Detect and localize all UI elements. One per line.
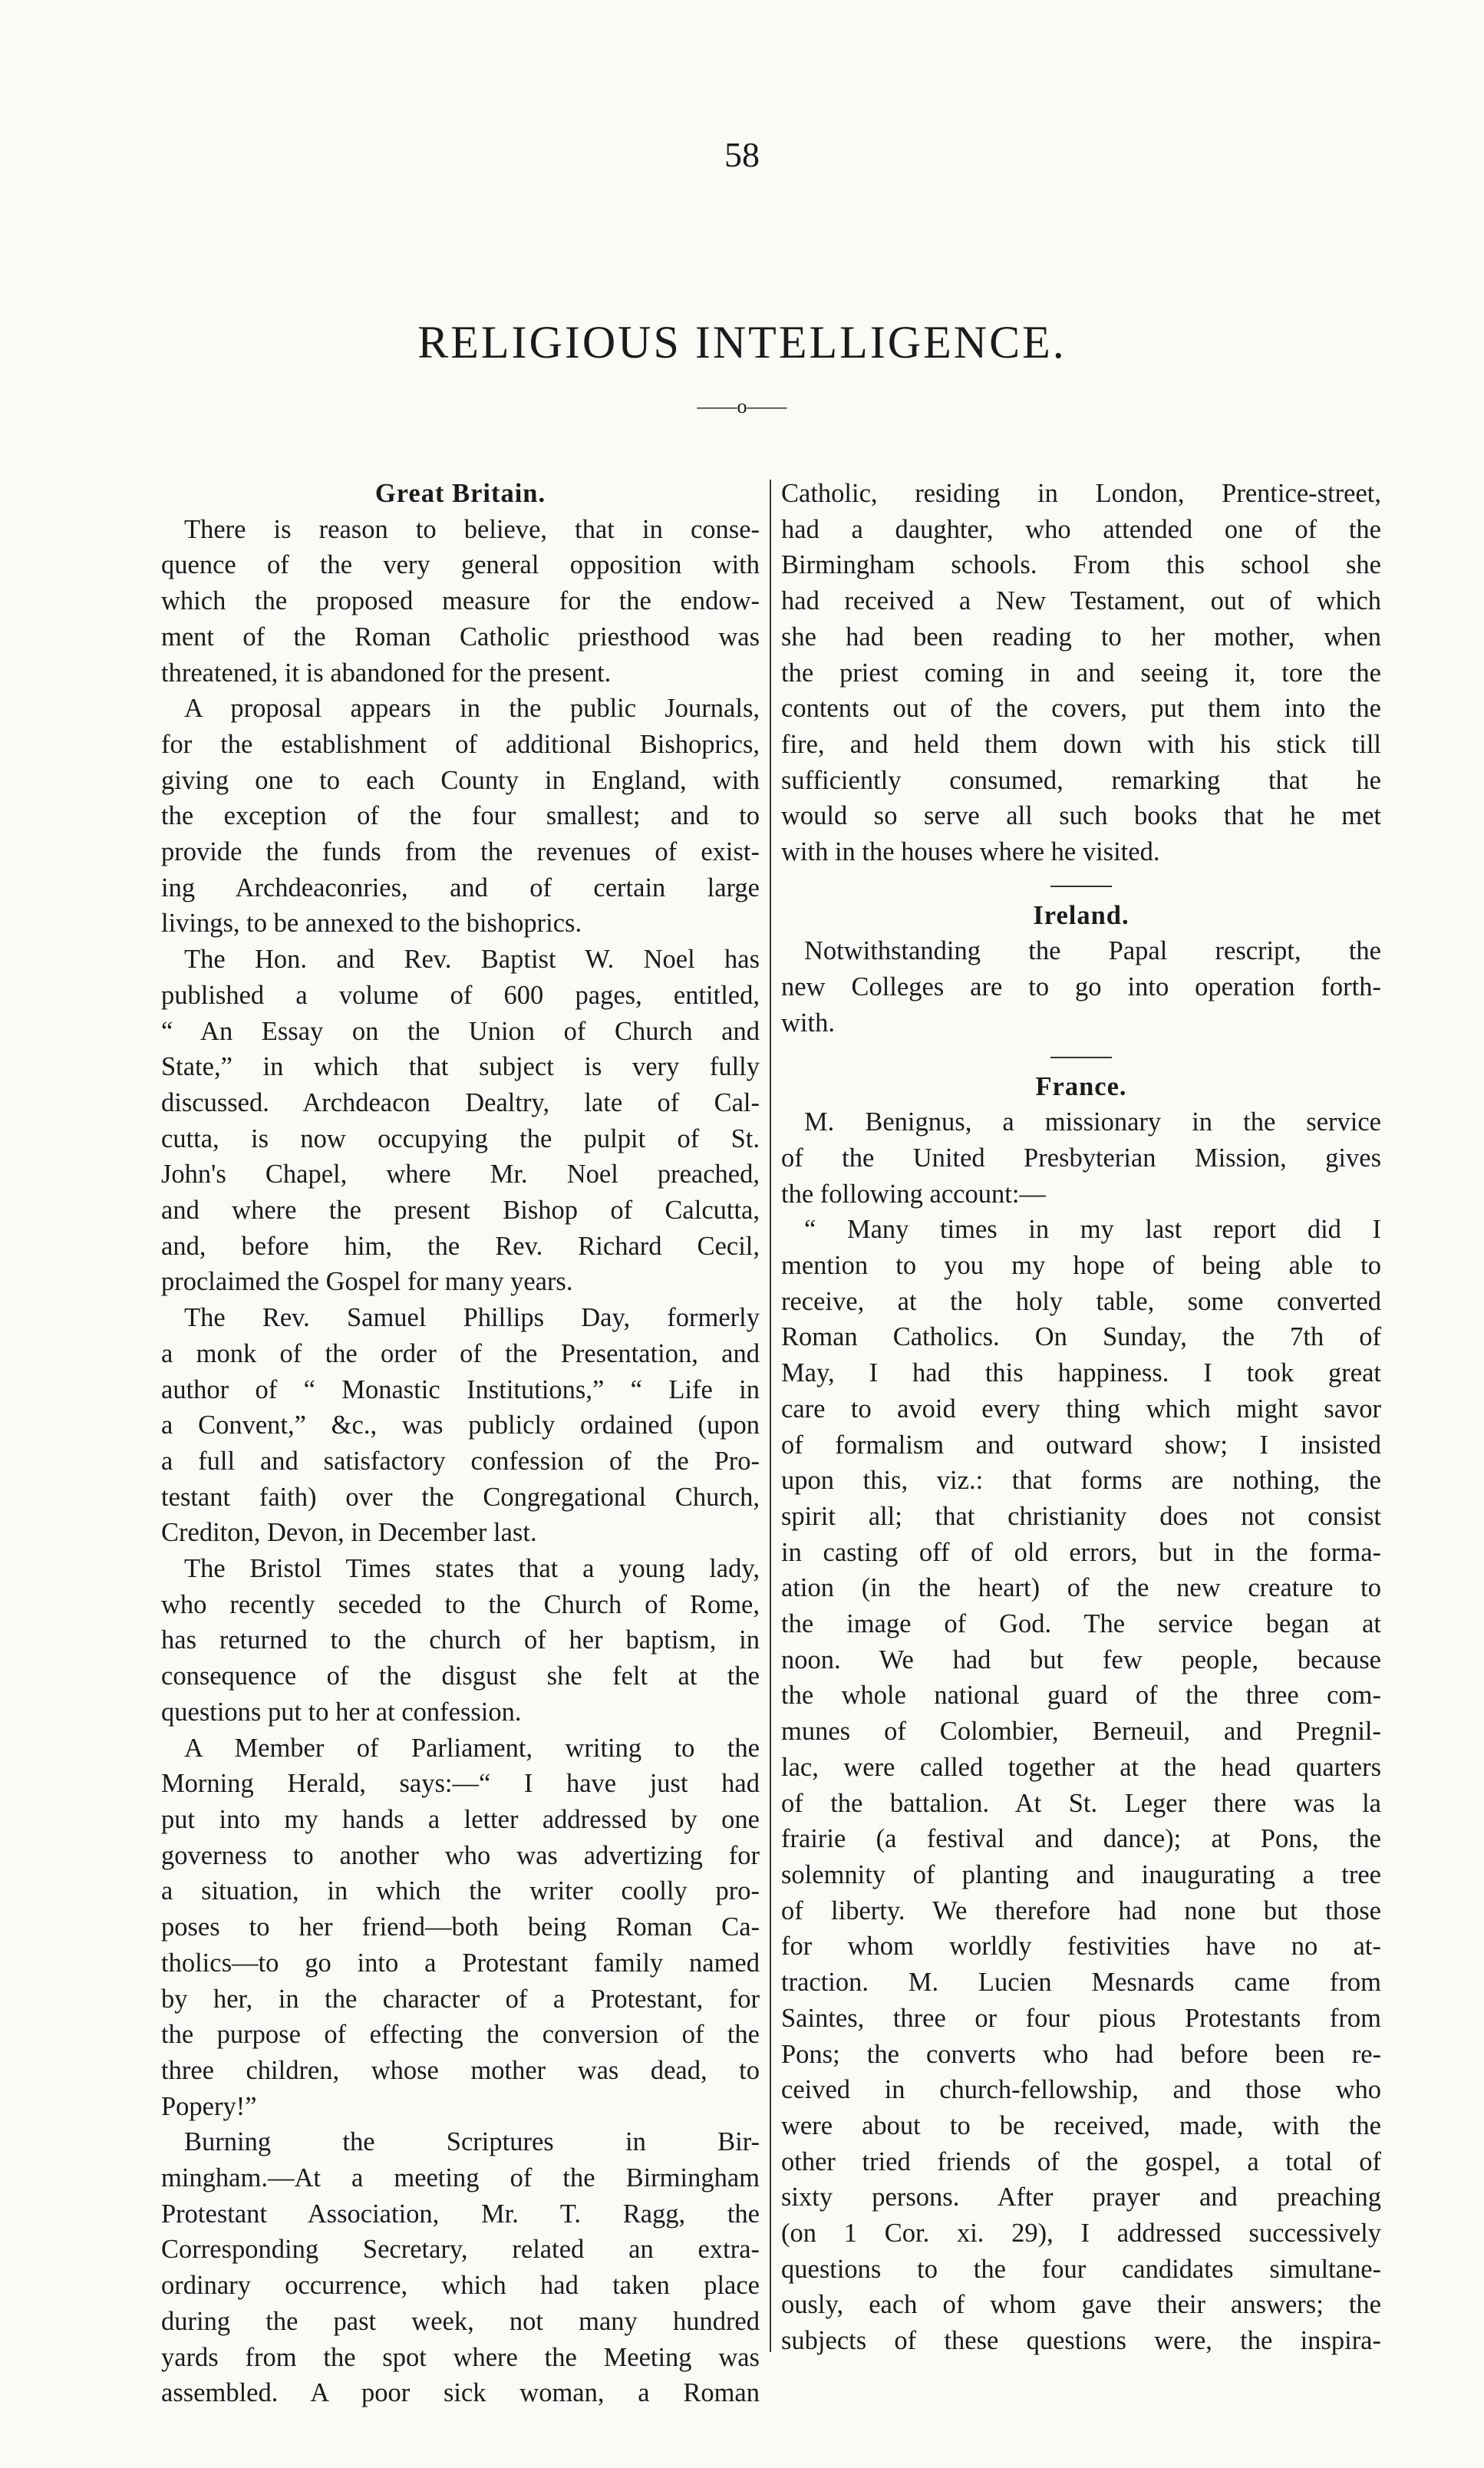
right-column — [781, 476, 1381, 2359]
text-line: would so serve all such books that he met — [781, 801, 1381, 831]
text-line: of the battalion. At St. Leger there was la — [781, 1788, 1381, 1818]
text-line: solemnity of planting and inaugurating a tree — [781, 1859, 1381, 1889]
text-line: the priest coming in and seeing it, tore the — [781, 658, 1381, 688]
text-line: had a daughter, who attended one of the — [781, 514, 1381, 544]
text-line: threatened, it is abandoned for the present. — [161, 658, 612, 688]
text-line: proclaimed the Gospel for many years. — [161, 1267, 573, 1297]
text-line: mingham.—At a meeting of the Birmingham — [161, 2163, 760, 2193]
text-line: The Bristol Times states that a young lady, — [184, 1554, 760, 1584]
title-ornament: ——o—— — [697, 395, 787, 417]
text-line: the image of God. The service began at — [781, 1609, 1381, 1639]
text-line: published a volume of 600 pages, entitled, — [161, 980, 760, 1010]
left-column-text — [161, 512, 760, 2411]
text-line: Pons; the converts who had before been re- — [781, 2039, 1381, 2069]
text-line: the whole national guard of the three com- — [781, 1681, 1381, 1711]
text-line: “ An Essay on the Union of Church and — [161, 1016, 760, 1046]
text-line: (on 1 Cor. xi. 29), I addressed successively — [781, 2219, 1381, 2249]
text-line: May, I had this happiness. I took great — [781, 1358, 1381, 1388]
text-line: sixty persons. After prayer and preaching — [781, 2183, 1381, 2212]
text-line: in casting off of old errors, but in the forma- — [781, 1537, 1381, 1567]
text-line: governess to another who was advertizing for — [161, 1840, 760, 1870]
text-line: and where the present Bishop of Calcutta, — [161, 1196, 760, 1226]
text-line: subjects of these questions were, the inspira- — [781, 2326, 1381, 2356]
text-line: livings, to be annexed to the bishoprics. — [161, 909, 582, 939]
text-line: ously, each of whom gave their answers; the — [781, 2290, 1381, 2320]
text-line: “ Many times in my last report did I — [804, 1215, 1381, 1245]
text-line: for whom worldly festivities have no at- — [781, 1932, 1381, 1962]
text-line: of the United Presbyterian Mission, gives — [781, 1143, 1381, 1173]
text-line: discussed. Archdeacon Dealtry, late of Cal- — [161, 1087, 760, 1117]
text-line: other tried friends of the gospel, a total of — [781, 2146, 1381, 2176]
ireland-text — [781, 933, 1381, 1041]
text-line: lac, were called together at the head quarters — [781, 1752, 1381, 1782]
text-line: M. Benignus, a missionary in the service — [804, 1107, 1381, 1137]
text-line: Roman Catholics. On Sunday, the 7th of — [781, 1322, 1381, 1352]
text-line: sufficiently consumed, remarking that he — [781, 765, 1381, 795]
text-line: during the past week, not many hundred — [161, 2306, 760, 2336]
right-column-intro-text — [781, 476, 1381, 870]
text-line: Birmingham schools. From this school she — [781, 550, 1381, 580]
text-line: Popery!” — [161, 2091, 257, 2121]
text-line: There is reason to believe, that in conse- — [184, 514, 760, 544]
text-line: contents out of the covers, put them into the — [781, 694, 1381, 724]
text-line: new Colleges are to go into operation forth- — [781, 972, 1381, 1002]
text-line: for the establishment of additional Bishoprics, — [161, 729, 760, 759]
text-line: of formalism and outward show; I insisted — [781, 1430, 1381, 1460]
text-line: fire, and held them down with his stick till — [781, 729, 1381, 759]
text-line: The Rev. Samuel Phillips Day, formerly — [184, 1303, 760, 1333]
text-line: the following account:— — [781, 1179, 1046, 1209]
section-heading-great-britain: Great Britain. — [374, 479, 546, 508]
text-line: A Member of Parliament, writing to the — [184, 1733, 760, 1763]
text-line: receive, at the holy table, some converted — [781, 1286, 1381, 1316]
text-line: ment of the Roman Catholic priesthood was — [161, 622, 760, 652]
page-number: 58 — [724, 135, 760, 174]
left-column — [161, 476, 760, 2411]
section-divider — [1050, 1057, 1112, 1058]
text-line: three children, whose mother was dead, to — [161, 2055, 760, 2085]
text-line: with in the houses where he visited. — [781, 837, 1160, 867]
text-line: which the proposed measure for the endow- — [161, 586, 760, 616]
text-line: a Convent,” &c., was publicly ordained (upon — [161, 1411, 760, 1440]
text-line: by her, in the character of a Protestant, for — [161, 1984, 760, 2014]
france-text — [781, 1104, 1381, 2359]
text-line: who recently seceded to the Church of Rome, — [161, 1589, 760, 1619]
text-line: consequence of the disgust she felt at the — [161, 1661, 760, 1691]
text-line: provide the funds from the revenues of exist- — [161, 837, 760, 867]
text-line: a situation, in which the writer coolly pro- — [161, 1876, 760, 1906]
text-line: Crediton, Devon, in December last. — [161, 1518, 537, 1548]
text-line: with. — [781, 1008, 835, 1038]
text-line: questions to the four candidates simultane- — [781, 2254, 1381, 2284]
text-line: traction. M. Lucien Mesnards came from — [781, 1968, 1381, 1998]
text-line: giving one to each County in England, with — [161, 765, 760, 795]
text-line: yards from the spot where the Meeting was — [161, 2342, 760, 2372]
text-line: she had been reading to her mother, when — [781, 622, 1381, 652]
page-title: RELIGIOUS INTELLIGENCE. — [417, 317, 1067, 368]
text-line: The Hon. and Rev. Baptist W. Noel has — [184, 945, 760, 975]
text-line: State,” in which that subject is very fully — [161, 1052, 760, 1082]
text-line: were about to be received, made, with the — [781, 2110, 1381, 2140]
text-line: of liberty. We therefore had none but those — [781, 1896, 1381, 1925]
text-line: the purpose of effecting the conversion of the — [161, 2020, 760, 2050]
text-line: cutta, is now occupying the pulpit of St. — [161, 1123, 760, 1153]
text-line: spirit all; that christianity does not consist — [781, 1501, 1381, 1531]
text-line: quence of the very general opposition with — [161, 550, 760, 580]
text-line: ordinary occurrence, which had taken place — [161, 2271, 760, 2301]
column-divider — [770, 480, 771, 2352]
text-line: and, before him, the Rev. Richard Cecil, — [161, 1231, 760, 1261]
text-line: a full and satisfactory confession of the Pro- — [161, 1446, 760, 1476]
text-line: ing Archdeaconries, and of certain large — [161, 873, 760, 902]
text-line: Morning Herald, says:—“ I have just had — [161, 1769, 760, 1799]
text-line: frairie (a festival and dance); at Pons, the — [781, 1824, 1381, 1854]
text-line: assembled. A poor sick woman, a Roman — [161, 2378, 760, 2408]
text-line: Corresponding Secretary, related an extra- — [161, 2235, 760, 2265]
section-heading-france: France. — [1035, 1071, 1127, 1101]
section-heading-ireland: Ireland. — [1033, 900, 1129, 930]
text-line: the exception of the four smallest; and to — [161, 801, 760, 831]
text-line: mention to you my hope of being able to — [781, 1251, 1381, 1281]
text-line: ation (in the heart) of the new creature to — [781, 1573, 1381, 1603]
text-line: Notwithstanding the Papal rescript, the — [804, 936, 1381, 966]
text-line: has returned to the church of her baptism, in — [161, 1625, 760, 1655]
text-line: poses to her friend—both being Roman Ca- — [161, 1912, 760, 1942]
text-line: testant faith) over the Congregational Church, — [161, 1482, 760, 1512]
text-line: upon this, viz.: that forms are nothing, the — [781, 1466, 1381, 1496]
text-line: questions put to her at confession. — [161, 1697, 522, 1727]
text-line: put into my hands a letter addressed by one — [161, 1805, 760, 1834]
text-line: author of “ Monastic Institutions,” “ Life in — [161, 1374, 760, 1404]
text-line: munes of Colombier, Berneuil, and Pregnil- — [781, 1717, 1381, 1747]
text-line: tholics—to go into a Protestant family named — [161, 1948, 760, 1978]
text-line: A proposal appears in the public Journals, — [184, 694, 760, 724]
text-line: care to avoid every thing which might savor — [781, 1394, 1381, 1424]
text-line: had received a New Testament, out of which — [781, 586, 1381, 616]
section-divider — [1050, 886, 1112, 887]
text-line: Saintes, three or four pious Protestants from — [781, 2003, 1381, 2033]
text-line: noon. We had but few people, because — [781, 1645, 1381, 1674]
text-line: a monk of the order of the Presentation, and — [161, 1338, 760, 1368]
text-line: Protestant Association, Mr. T. Ragg, the — [161, 2199, 760, 2229]
text-line: Catholic, residing in London, Prentice-street, — [781, 479, 1381, 508]
text-line: ceived in church-fellowship, and those who — [781, 2075, 1381, 2105]
text-line: Burning the Scriptures in Bir- — [184, 2127, 760, 2157]
text-line: John's Chapel, where Mr. Noel preached, — [161, 1160, 760, 1189]
